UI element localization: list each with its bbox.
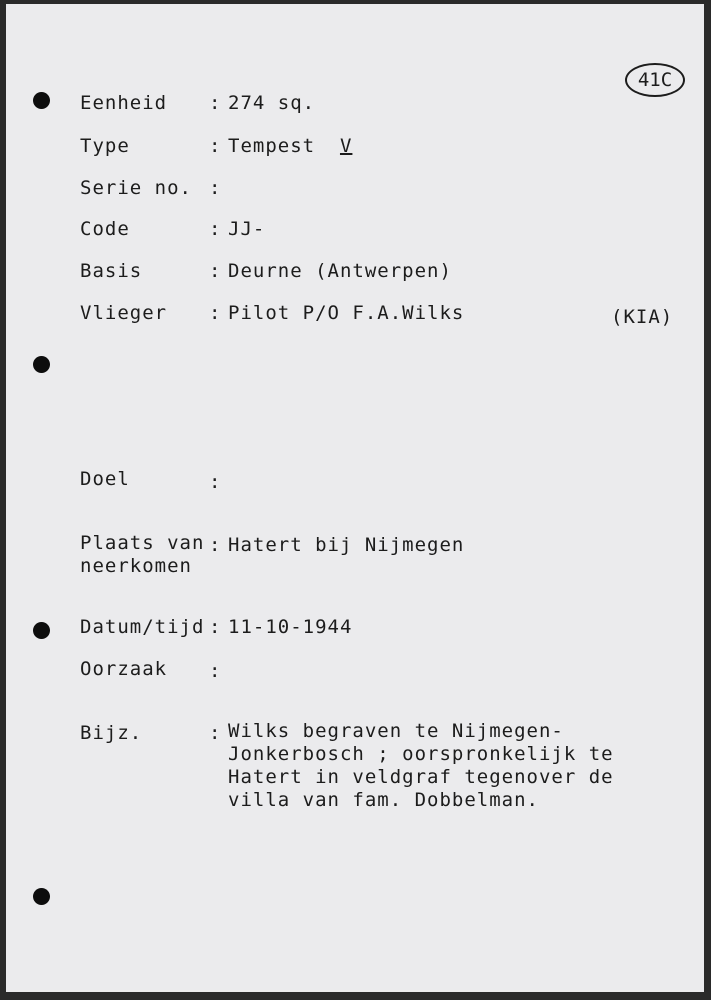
colon: : <box>209 218 222 240</box>
colon: : <box>209 616 222 638</box>
bijz-line: villa van fam. Dobbelman. <box>228 789 539 811</box>
field-label-basis: Basis <box>80 260 143 282</box>
colon: : <box>209 260 222 282</box>
colon: : <box>209 471 222 493</box>
field-label-plaats-line2: neerkomen <box>80 555 192 577</box>
colon: : <box>209 534 222 556</box>
field-value-plaats: Hatert bij Nijmegen <box>228 534 465 556</box>
field-value-bijz <box>228 720 614 812</box>
punch-hole-icon <box>33 356 50 373</box>
field-label-plaats-line1: Plaats van <box>80 532 205 554</box>
field-value-type <box>228 135 352 157</box>
field-value-eenheid: 274 sq. <box>228 92 316 114</box>
colon: : <box>209 92 222 114</box>
type-name: Tempest <box>228 135 316 157</box>
field-label-type: Type <box>80 135 130 157</box>
field-label-vlieger: Vlieger <box>80 302 168 324</box>
colon: : <box>209 135 222 157</box>
bijz-line: Wilks begraven te Nijmegen- <box>228 720 564 742</box>
colon: : <box>209 302 222 324</box>
field-label-oorzaak: Oorzaak <box>80 658 168 680</box>
bijz-line: Jonkerbosch ; oorspronkelijk te <box>228 743 614 765</box>
field-label-eenheid: Eenheid <box>80 92 168 114</box>
type-mark: V <box>339 135 353 157</box>
colon: : <box>209 722 222 744</box>
punch-hole-icon <box>33 92 50 109</box>
punch-hole-icon <box>33 622 50 639</box>
field-value-vlieger: Pilot P/O F.A.Wilks <box>228 302 465 324</box>
field-value-datum: 11-10-1944 <box>228 616 353 638</box>
colon: : <box>209 660 222 682</box>
field-label-code: Code <box>80 218 130 240</box>
field-label-plaats <box>80 532 204 578</box>
field-label-datum: Datum/tijd <box>80 616 205 638</box>
field-label-serie: Serie no. <box>80 177 192 199</box>
document-page <box>6 4 704 992</box>
punch-hole-icon <box>33 888 50 905</box>
field-label-doel: Doel <box>80 468 130 490</box>
field-value-basis: Deurne (Antwerpen) <box>228 260 452 282</box>
bijz-line: Hatert in veldgraf tegenover de <box>228 766 614 788</box>
status-kia: (KIA) <box>611 306 674 328</box>
field-value-code: JJ- <box>228 218 266 240</box>
colon: : <box>209 177 222 199</box>
field-label-bijz: Bijz. <box>80 722 143 744</box>
reference-number: 41C <box>625 63 685 97</box>
